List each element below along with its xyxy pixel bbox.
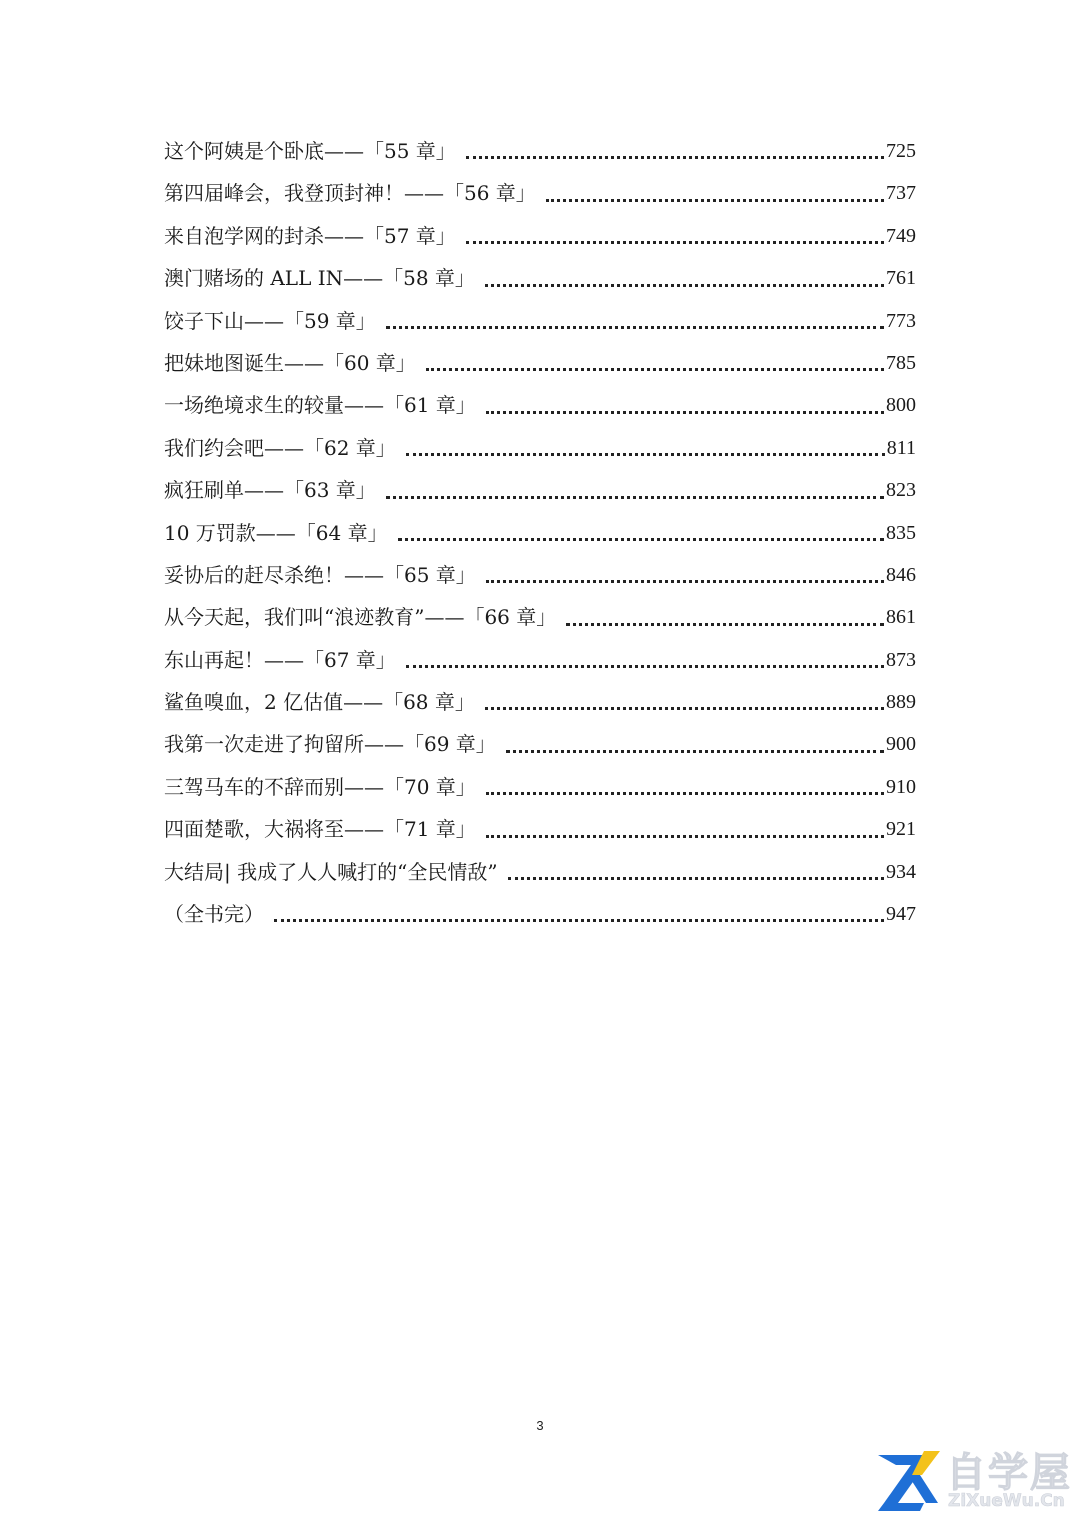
toc-entry[interactable] xyxy=(164,851,916,893)
toc-entry-title: 澳门赌场的 ALL IN——「58 章」 xyxy=(164,266,475,291)
toc-entry-title: 这个阿姨是个卧底——「55 章」 xyxy=(164,138,456,163)
toc-entry-title: 来自泡学网的封杀——「57 章」 xyxy=(164,223,456,248)
toc-entry[interactable] xyxy=(164,512,916,554)
toc-entry-title: 第四届峰会，我登顶封神！——「56 章」 xyxy=(164,181,536,206)
dot-leader xyxy=(486,792,884,795)
dot-leader xyxy=(486,411,884,414)
watermark xyxy=(874,1441,1074,1521)
toc-entry-page: 761 xyxy=(886,267,916,290)
watermark-url: ZiXueWu.Cn xyxy=(948,1491,1065,1511)
dot-leader xyxy=(486,580,884,583)
toc-entry-page: 921 xyxy=(886,818,916,841)
toc-entry-page: 947 xyxy=(886,903,916,926)
toc-entry[interactable] xyxy=(164,808,916,850)
toc-entry-page: 737 xyxy=(886,182,916,205)
toc-entry-title: 疯狂刷单——「63 章」 xyxy=(164,478,376,503)
dot-leader xyxy=(274,919,884,922)
toc-entry-page: 934 xyxy=(886,860,916,883)
dot-leader xyxy=(426,368,884,371)
toc-entry-title: 一场绝境求生的较量——「61 章」 xyxy=(164,393,476,418)
toc-entry-page: 785 xyxy=(886,351,916,374)
toc-entry-page: 910 xyxy=(886,775,916,798)
toc-entry-title: 东山再起！——「67 章」 xyxy=(164,647,396,672)
toc-entry-page: 889 xyxy=(886,691,916,714)
table-of-contents xyxy=(164,130,916,935)
toc-entry-title: 鲨鱼嗅血，2 亿估值——「68 章」 xyxy=(164,690,475,715)
toc-entry-page: 811 xyxy=(886,436,916,459)
dot-leader xyxy=(486,835,884,838)
toc-entry-title: 四面楚歌，大祸将至——「71 章」 xyxy=(164,817,476,842)
toc-entry-page: 800 xyxy=(886,394,916,417)
dot-leader xyxy=(406,453,885,456)
toc-entry[interactable] xyxy=(164,596,916,638)
toc-entry[interactable] xyxy=(164,427,916,469)
toc-entry-title: 我们约会吧——「62 章」 xyxy=(164,435,396,460)
toc-entry[interactable] xyxy=(164,300,916,342)
toc-entry-page: 835 xyxy=(886,521,916,544)
dot-leader xyxy=(398,538,884,541)
dot-leader xyxy=(485,707,884,710)
dot-leader xyxy=(466,241,884,244)
toc-entry[interactable] xyxy=(164,469,916,511)
dot-leader xyxy=(506,750,884,753)
toc-entry[interactable] xyxy=(164,130,916,172)
toc-entry-page: 725 xyxy=(886,139,916,162)
toc-entry-page: 846 xyxy=(886,563,916,586)
toc-entry-title: 妥协后的赶尽杀绝！——「65 章」 xyxy=(164,562,476,587)
toc-entry[interactable] xyxy=(164,342,916,384)
toc-entry-page: 873 xyxy=(886,648,916,671)
toc-entry[interactable] xyxy=(164,215,916,257)
toc-entry[interactable] xyxy=(164,639,916,681)
toc-entry-page: 773 xyxy=(886,309,916,332)
toc-entry-title: 饺子下山——「59 章」 xyxy=(164,308,376,333)
dot-leader xyxy=(406,665,884,668)
toc-entry[interactable] xyxy=(164,681,916,723)
watermark-brand: 自学屋 xyxy=(946,1450,1072,1496)
page-number: 3 xyxy=(536,1418,544,1433)
dot-leader xyxy=(546,199,884,202)
dot-leader xyxy=(386,326,884,329)
toc-entry[interactable] xyxy=(164,766,916,808)
toc-entry-page: 900 xyxy=(886,733,916,756)
dot-leader xyxy=(466,156,884,159)
toc-entry-title: 我第一次走进了拘留所——「69 章」 xyxy=(164,732,496,757)
toc-entry-page: 823 xyxy=(886,479,916,502)
toc-entry-title: 把妹地图诞生——「60 章」 xyxy=(164,350,416,375)
toc-entry[interactable] xyxy=(164,893,916,935)
dot-leader xyxy=(508,877,884,880)
toc-entry-title: 10 万罚款——「64 章」 xyxy=(164,520,388,545)
toc-entry[interactable] xyxy=(164,384,916,426)
dot-leader xyxy=(485,284,884,287)
dot-leader xyxy=(566,623,884,626)
dot-leader xyxy=(386,496,884,499)
toc-entry-title: 三驾马车的不辞而别——「70 章」 xyxy=(164,774,476,799)
toc-entry[interactable] xyxy=(164,172,916,214)
zx-logo-icon xyxy=(874,1445,942,1513)
toc-entry[interactable] xyxy=(164,723,916,765)
toc-entry[interactable] xyxy=(164,257,916,299)
toc-entry-page: 861 xyxy=(886,606,916,629)
toc-entry-title: 从今天起，我们叫“浪迹教育”——「66 章」 xyxy=(164,605,557,630)
toc-entry[interactable] xyxy=(164,554,916,596)
toc-entry-title: 大结局| 我成了人人喊打的“全民情敌” xyxy=(164,859,498,884)
toc-entry-title: （全书完） xyxy=(164,902,264,927)
toc-entry-page: 749 xyxy=(886,224,916,247)
